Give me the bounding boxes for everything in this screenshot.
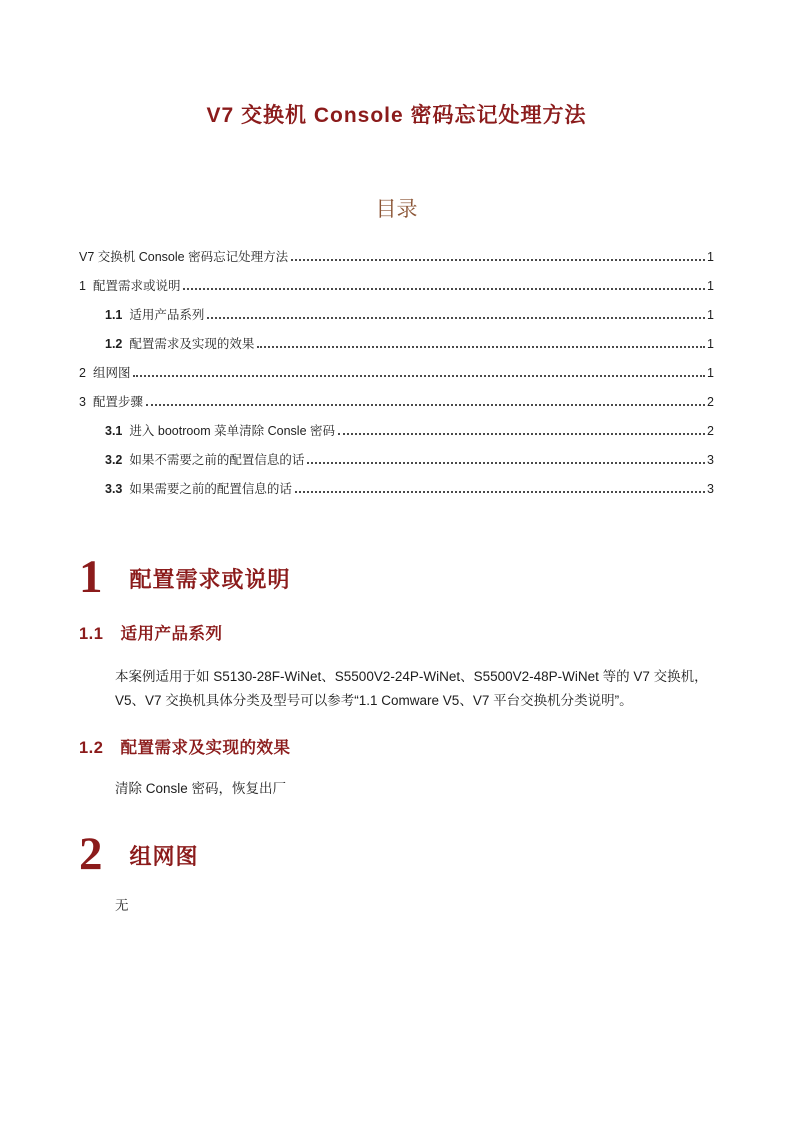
subsection-1-1-heading <box>79 620 793 644</box>
toc-entry-number: 3.1 <box>105 424 123 438</box>
section-1-number: 1 <box>79 551 103 603</box>
section-2-paragraph: 无 <box>115 898 129 914</box>
toc-entry-page-number: 3 <box>707 482 714 496</box>
toc-entry[interactable] <box>79 305 714 334</box>
toc-entry-number: 1 <box>79 279 86 293</box>
section-1-title: 配置需求或说明 <box>129 567 291 593</box>
section-2-heading <box>79 828 793 881</box>
section-2-number: 2 <box>79 828 103 881</box>
toc-entry-label: 配置需求及实现的效果 <box>129 337 255 351</box>
toc-dotted-leader <box>338 433 705 435</box>
toc-heading: 目录 <box>375 198 418 221</box>
subsection-1-2-heading <box>79 734 793 758</box>
toc-entry-label: 进入 bootroom 菜单清除 Consle 密码 <box>129 424 336 438</box>
toc-entry-page-number: 3 <box>707 453 714 467</box>
toc-entry-page-number: 1 <box>707 308 714 322</box>
toc-entry-number: 3.3 <box>105 482 123 496</box>
toc-entry-page-number: 2 <box>707 424 714 438</box>
toc-entry[interactable] <box>79 421 714 450</box>
toc-entry-page-number: 1 <box>707 337 714 351</box>
toc-entry-label: 配置步骤 <box>92 395 143 409</box>
toc-dotted-leader <box>295 491 705 493</box>
subsection-1-1-paragraph: 本案例适用于如 S5130-28F-WiNet、S5500V2-24P-WiNet、S5500V2-48P-WiNet 等的 V7 交换机，V5、V7 交换机具体分类及型号可以参考“1.1 Comware V5、V7 平台交换机分类说明”。 <box>115 669 708 709</box>
toc-dotted-leader <box>207 317 705 319</box>
document-title: V7 交换机 Console 密码忘记处理方法 <box>206 104 587 127</box>
subsection-1-2-title: 配置需求及实现的效果 <box>120 739 291 758</box>
toc-entry-number: 1.1 <box>105 308 123 322</box>
toc-dotted-leader <box>146 404 705 406</box>
subsection-1-1-title: 适用产品系列 <box>120 625 223 644</box>
subsection-1-2-paragraph: 清除 Consle 密码，恢复出厂 <box>115 781 287 797</box>
toc-entry[interactable] <box>79 276 714 305</box>
toc-entry-number: 2 <box>79 366 86 380</box>
toc-entry-number: 3 <box>79 395 86 409</box>
toc-entry-page-number: 1 <box>707 250 714 264</box>
toc-entry-number: 1.2 <box>105 337 123 351</box>
subsection-1-1-number: 1.1 <box>79 625 104 644</box>
toc-entry[interactable] <box>79 363 714 392</box>
toc-dotted-leader <box>133 375 705 377</box>
toc-entry-page-number: 2 <box>707 395 714 409</box>
toc-entry-label: 如果不需要之前的配置信息的话 <box>129 453 305 467</box>
toc-dotted-leader <box>307 462 705 464</box>
subsection-1-2-number: 1.2 <box>79 739 104 758</box>
toc-entry[interactable] <box>79 247 714 276</box>
toc-entry[interactable] <box>79 450 714 479</box>
section-1-heading <box>79 551 793 603</box>
toc-entry-label: V7 交换机 Console 密码忘记处理方法 <box>79 250 289 264</box>
toc-entry-label: 适用产品系列 <box>129 308 205 322</box>
toc-dotted-leader <box>257 346 705 348</box>
section-2-title: 组网图 <box>129 844 199 870</box>
table-of-contents <box>79 247 714 508</box>
toc-entry-page-number: 1 <box>707 279 714 293</box>
toc-entry-label: 配置需求或说明 <box>92 279 181 293</box>
toc-entry-page-number: 1 <box>707 366 714 380</box>
toc-entry-number: 3.2 <box>105 453 123 467</box>
toc-entry[interactable] <box>79 479 714 508</box>
toc-dotted-leader <box>183 288 705 290</box>
toc-entry-label: 组网图 <box>92 366 131 380</box>
toc-entry[interactable] <box>79 334 714 363</box>
toc-entry-label: 如果需要之前的配置信息的话 <box>129 482 292 496</box>
toc-dotted-leader <box>291 259 705 261</box>
toc-entry[interactable] <box>79 392 714 421</box>
